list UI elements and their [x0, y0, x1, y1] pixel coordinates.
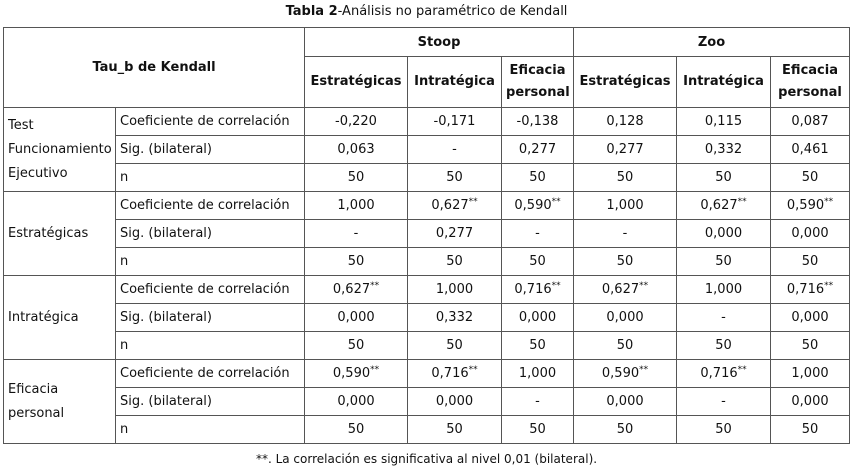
stat-label: Sig. (bilateral): [116, 388, 305, 416]
table-cell: [305, 276, 408, 304]
table-cell: [408, 360, 502, 388]
cell-value: 0,716: [700, 366, 738, 381]
cell-value: 50: [715, 170, 732, 185]
column-header: Estratégicas: [574, 57, 677, 108]
table-cell: [677, 332, 771, 360]
column-header: Estratégicas: [305, 57, 408, 108]
table-cell: [771, 248, 850, 276]
table-cell: [574, 192, 677, 220]
caption-label: Tabla 2: [285, 4, 338, 19]
stat-label: n: [116, 416, 305, 444]
table-cell: [305, 108, 408, 136]
table-cell: [677, 416, 771, 444]
table-row: [4, 220, 850, 248]
table-row: [4, 248, 850, 276]
cell-value: -: [721, 310, 726, 325]
table-cell: [771, 360, 850, 388]
table-cell: [502, 304, 574, 332]
significance-marker: **: [824, 197, 834, 207]
table-cell: [677, 136, 771, 164]
table-cell: [677, 108, 771, 136]
row-group-label: Intratégica: [4, 276, 116, 360]
cell-value: 0,590: [332, 366, 371, 381]
significance-marker: **: [468, 197, 478, 207]
cell-value: 50: [529, 422, 546, 437]
table-row: [4, 332, 850, 360]
table-cell: [771, 192, 850, 220]
table-cell: [305, 164, 408, 192]
table-cell: [305, 304, 408, 332]
cell-value: 0,000: [606, 310, 644, 325]
cell-value: 0,000: [518, 310, 557, 325]
table-cell: [502, 136, 574, 164]
table-row: [4, 136, 850, 164]
cell-value: 50: [801, 254, 819, 269]
stat-label: n: [116, 248, 305, 276]
table-row: [4, 360, 850, 388]
stat-label: Sig. (bilateral): [116, 220, 305, 248]
table-cell: [574, 304, 677, 332]
cell-value: -0,171: [433, 114, 476, 129]
table-cell: [305, 360, 408, 388]
stat-label: Coeficiente de correlación: [116, 192, 305, 220]
row-group-label: Estratégicas: [4, 192, 116, 276]
stat-label: Coeficiente de correlación: [116, 108, 305, 136]
cell-value: 0,716: [786, 282, 825, 297]
table-cell: [677, 192, 771, 220]
cell-value: 50: [529, 170, 546, 185]
table-cell: [502, 360, 574, 388]
table-cell: [502, 108, 574, 136]
cell-value: 50: [446, 422, 463, 437]
table-cell: [574, 220, 677, 248]
cell-value: 0,590: [514, 198, 552, 213]
group-header-zoo: Zoo: [574, 28, 850, 57]
table-cell: [408, 220, 502, 248]
stat-label: Coeficiente de correlación: [116, 360, 305, 388]
table-cell: [771, 304, 850, 332]
stat-label: Sig. (bilateral): [116, 136, 305, 164]
cell-value: -: [535, 226, 540, 241]
cell-value: 50: [715, 338, 732, 353]
cell-value: 0,063: [337, 142, 375, 157]
cell-value: -: [452, 142, 457, 157]
cell-value: 50: [446, 254, 463, 269]
cell-value: 50: [529, 338, 546, 353]
cell-value: 50: [801, 422, 819, 437]
table-body: [4, 108, 850, 444]
cell-value: -0,138: [516, 114, 559, 129]
table-row: [4, 164, 850, 192]
table-cell: [305, 136, 408, 164]
table-cell: [502, 276, 574, 304]
table-footnote: **. La correlación es significativa al nivel 0,01 (bilateral).: [255, 452, 598, 466]
kendall-table: [3, 27, 850, 444]
stat-label: Sig. (bilateral): [116, 304, 305, 332]
cell-value: 0,716: [431, 366, 469, 381]
table-cell: [771, 276, 850, 304]
table-cell: [771, 108, 850, 136]
cell-value: 0,000: [337, 394, 375, 409]
significance-marker: **: [551, 281, 561, 291]
table-cell: [771, 136, 850, 164]
table-cell: [677, 220, 771, 248]
table-cell: [771, 388, 850, 416]
table-cell: [305, 220, 408, 248]
cell-value: 0,000: [606, 394, 644, 409]
cell-value: 0,128: [606, 114, 644, 129]
table-cell: [408, 136, 502, 164]
significance-marker: **: [737, 365, 747, 375]
table-cell: [574, 276, 677, 304]
significance-marker: **: [468, 365, 478, 375]
cell-value: 50: [347, 254, 365, 269]
column-header: Eficacia personal: [502, 57, 574, 108]
cell-value: 50: [446, 338, 463, 353]
stat-label: n: [116, 332, 305, 360]
cell-value: 0,277: [518, 142, 557, 157]
cell-value: -: [721, 394, 726, 409]
cell-value: 0,000: [791, 226, 829, 241]
cell-value: 1,000: [435, 282, 474, 297]
cell-value: 0,627: [601, 282, 640, 297]
row-group-label: Eficacia personal: [4, 360, 116, 444]
table-cell: [502, 192, 574, 220]
table-cell: [408, 276, 502, 304]
cell-value: 0,332: [704, 142, 743, 157]
cell-value: 0,627: [700, 198, 738, 213]
cell-value: 1,000: [518, 366, 557, 381]
cell-value: 0,627: [431, 198, 469, 213]
cell-value: 0,000: [791, 394, 829, 409]
cell-value: 0,000: [704, 226, 743, 241]
cell-value: 0,000: [435, 394, 474, 409]
table-cell: [408, 164, 502, 192]
table-cell: [408, 108, 502, 136]
table-cell: [502, 164, 574, 192]
cell-value: 0,087: [791, 114, 829, 129]
table-cell: [574, 136, 677, 164]
column-header: Eficacia personal: [771, 57, 850, 108]
table-cell: [574, 416, 677, 444]
cell-value: 50: [529, 254, 546, 269]
caption-text: -Análisis no paramétrico de Kendall: [337, 4, 568, 19]
cell-value: 0,000: [337, 310, 375, 325]
table-cell: [677, 304, 771, 332]
table-cell: [408, 416, 502, 444]
cell-value: 1,000: [337, 198, 375, 213]
cell-value: 50: [715, 422, 732, 437]
cell-value: 0,716: [514, 282, 552, 297]
table-cell: [771, 164, 850, 192]
cell-value: -0,220: [335, 114, 377, 129]
cell-value: 50: [801, 338, 819, 353]
cell-value: -: [535, 394, 540, 409]
significance-marker: **: [737, 197, 747, 207]
significance-marker: **: [551, 197, 561, 207]
cell-value: 0,000: [791, 310, 829, 325]
cell-value: 50: [446, 170, 463, 185]
table-cell: [574, 388, 677, 416]
table-cell: [677, 276, 771, 304]
cell-value: 1,000: [606, 198, 644, 213]
significance-marker: **: [639, 365, 649, 375]
cell-value: 50: [616, 338, 634, 353]
cell-value: 1,000: [704, 282, 743, 297]
significance-marker: **: [370, 365, 380, 375]
table-cell: [408, 192, 502, 220]
cell-value: 0,277: [435, 226, 474, 241]
column-header: Intratégica: [408, 57, 502, 108]
stat-label: n: [116, 164, 305, 192]
cell-value: -: [622, 226, 628, 241]
cell-value: 0,590: [601, 366, 640, 381]
cell-value: 50: [801, 170, 819, 185]
cell-value: 50: [616, 170, 634, 185]
table-cell: [305, 388, 408, 416]
row-group-label: Test Funcionamiento Ejecutivo: [4, 108, 116, 192]
table-row: [4, 416, 850, 444]
cell-value: 0,277: [606, 142, 644, 157]
table-cell: [502, 220, 574, 248]
group-header-stoop: Stoop: [305, 28, 574, 57]
table-cell: [574, 164, 677, 192]
cell-value: 0,627: [332, 282, 371, 297]
cell-value: 50: [347, 422, 365, 437]
table-cell: [408, 332, 502, 360]
table-cell: [771, 416, 850, 444]
significance-marker: **: [639, 281, 649, 291]
table-caption: [0, 4, 853, 19]
table-cell: [677, 388, 771, 416]
table-cell: [305, 192, 408, 220]
cell-value: 0,461: [791, 142, 829, 157]
table-cell: [408, 304, 502, 332]
cell-value: 50: [347, 338, 365, 353]
significance-marker: **: [824, 281, 834, 291]
table-cell: [574, 108, 677, 136]
table-cell: [574, 332, 677, 360]
cell-value: 50: [616, 254, 634, 269]
table-cell: [408, 248, 502, 276]
table-cell: [305, 416, 408, 444]
table-cell: [677, 360, 771, 388]
table-cell: [502, 332, 574, 360]
cell-value: 1,000: [791, 366, 829, 381]
table-cell: [408, 388, 502, 416]
table-cell: [502, 416, 574, 444]
significance-marker: **: [370, 281, 380, 291]
table-row: [4, 192, 850, 220]
stat-label: Coeficiente de correlación: [116, 276, 305, 304]
table-cell: [305, 332, 408, 360]
cell-value: 50: [347, 170, 365, 185]
table-cell: [677, 164, 771, 192]
table-cell: [771, 332, 850, 360]
table-cell: [305, 248, 408, 276]
table-row: [4, 276, 850, 304]
corner-header: Tau_b de Kendall: [4, 28, 305, 108]
cell-value: 50: [616, 422, 634, 437]
table-row: [4, 108, 850, 136]
table-cell: [574, 360, 677, 388]
cell-value: 0,115: [704, 114, 743, 129]
cell-value: 50: [715, 254, 732, 269]
cell-value: 0,332: [435, 310, 474, 325]
column-header: Intratégica: [677, 57, 771, 108]
cell-value: -: [353, 226, 359, 241]
table-row: [4, 388, 850, 416]
table-cell: [502, 248, 574, 276]
cell-value: 0,590: [786, 198, 825, 213]
table-cell: [502, 388, 574, 416]
table-cell: [574, 248, 677, 276]
table-cell: [677, 248, 771, 276]
table-row: [4, 304, 850, 332]
table-cell: [771, 220, 850, 248]
